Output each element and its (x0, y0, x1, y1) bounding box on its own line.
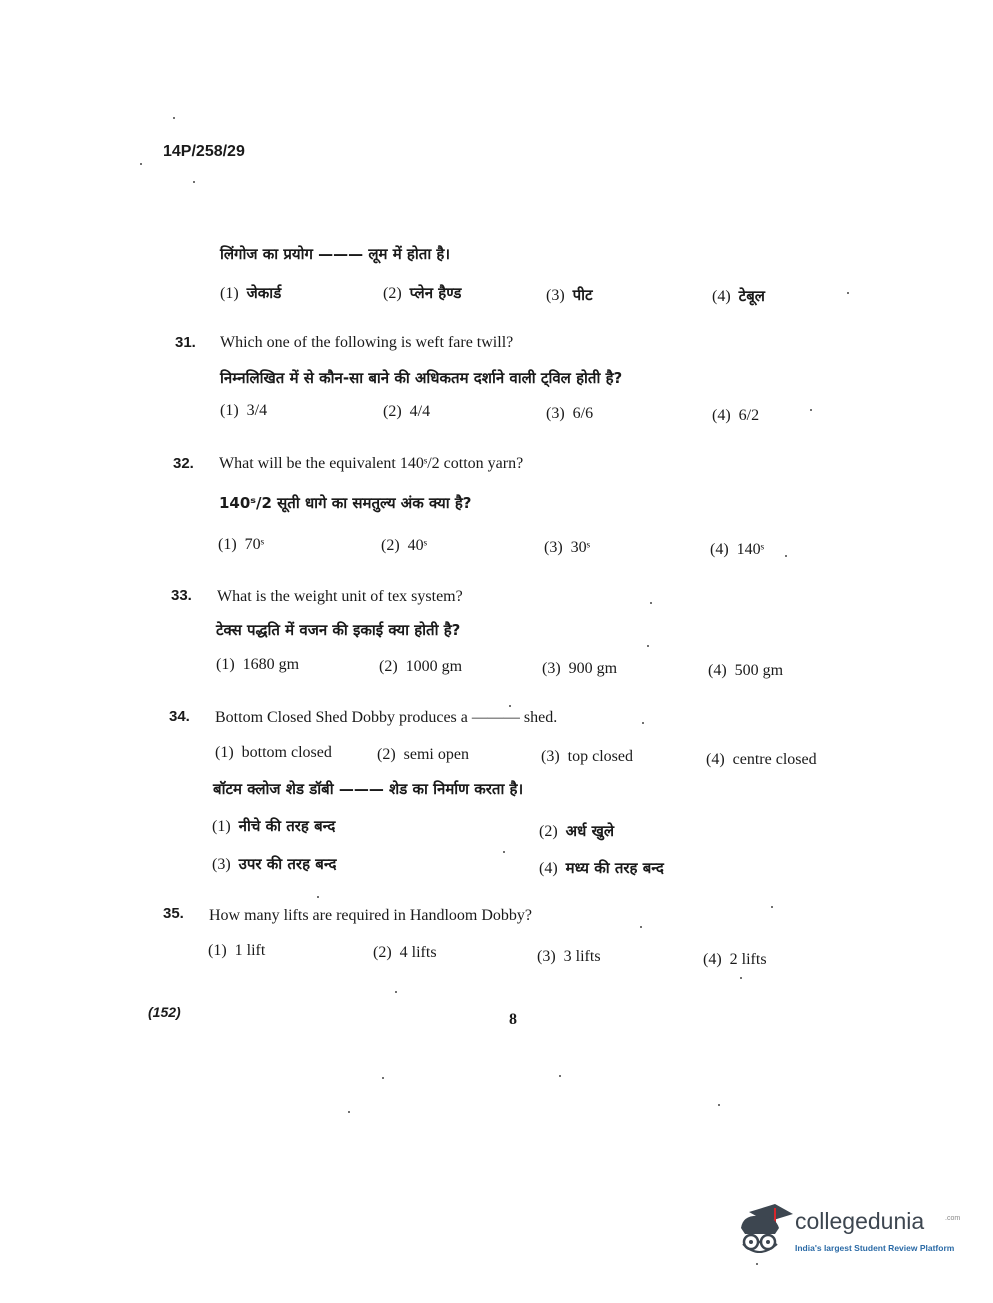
logo-tagline: India's largest Student Review Platform (795, 1243, 955, 1253)
q33-option-1: (1) 1680 gm (216, 656, 300, 673)
mascot-icon (735, 1198, 795, 1258)
scan-speck (847, 292, 849, 294)
collegedunia-logo (735, 1198, 960, 1258)
q32-option-3: (3) 30ˢ (544, 539, 591, 556)
q34-number: 34. (169, 708, 190, 725)
q30-option-1: (1) जेकार्ड (220, 284, 282, 302)
scan-speck (756, 1263, 758, 1265)
logo-dotcom: .com (945, 1215, 961, 1222)
q32-number: 32. (173, 455, 194, 472)
q34-option-hi-3: (3) उपर की तरह बन्द (212, 855, 337, 873)
scan-speck (785, 555, 787, 557)
scan-speck (559, 1075, 561, 1077)
q33-number: 33. (171, 587, 192, 604)
page-number: 8 (509, 1011, 517, 1028)
q35-option-2: (2) 4 lifts (373, 944, 437, 961)
q31-option-3: (3) 6/6 (546, 405, 594, 422)
q32-option-1: (1) 70ˢ (218, 536, 265, 553)
q35-option-3: (3) 3 lifts (537, 948, 601, 965)
scan-speck (650, 602, 652, 604)
q30-option-4: (4) टेबूल (712, 287, 765, 305)
scan-speck (503, 851, 505, 853)
q31-hindi: निम्नलिखित में से कौन-सा बाने की अधिकतम दर्शाने वाली ट्विल होती है? (220, 369, 623, 387)
q33-option-3: (3) 900 gm (542, 660, 618, 677)
logo-brand: collegedunia (795, 1208, 925, 1234)
scan-speck (640, 926, 642, 928)
q30-hindi: लिंगोज का प्रयोग ——— लूम में होता है। (220, 245, 451, 263)
q32-option-4: (4) 140ˢ (710, 541, 765, 558)
q34-option-en-4: (4) centre closed (706, 751, 817, 768)
q35-number: 35. (163, 905, 184, 922)
q34-hindi: बॉटम क्लोज शेड डॉबी ——— शेड का निर्माण करता है। (213, 780, 524, 798)
q31-option-2: (2) 4/4 (383, 403, 431, 420)
q34-option-en-2: (2) semi open (377, 746, 469, 763)
scan-speck (810, 409, 812, 411)
q32-english: What will be the equivalent 140ˢ/2 cotton yarn? (219, 455, 524, 472)
scan-speck (317, 896, 319, 898)
scan-speck (771, 906, 773, 908)
scan-speck (740, 977, 742, 979)
q32-option-2: (2) 40ˢ (381, 537, 428, 554)
q30-option-3: (3) पीट (546, 286, 593, 304)
q33-hindi: टेक्स पद्धति में वजन की इकाई क्या होती है? (216, 621, 461, 639)
q35-option-4: (4) 2 lifts (703, 951, 767, 968)
q33-english: What is the weight unit of tex system? (217, 588, 463, 605)
paper-code: 14P/258/29 (163, 143, 245, 160)
scan-speck (348, 1111, 350, 1113)
q31-english: Which one of the following is weft fare twill? (220, 334, 514, 351)
scan-speck (718, 1104, 720, 1106)
scan-speck (395, 991, 397, 993)
q31-option-4: (4) 6/2 (712, 407, 760, 424)
q34-option-hi-1: (1) नीचे की तरह बन्द (212, 817, 336, 835)
scan-speck (140, 163, 142, 165)
q30-option-2: (2) प्लेन हैण्ड (383, 284, 462, 302)
q34-option-en-1: (1) bottom closed (215, 744, 332, 761)
q31-number: 31. (175, 334, 196, 351)
scan-speck (647, 645, 649, 647)
scan-speck (382, 1077, 384, 1079)
scan-speck (642, 722, 644, 724)
q33-option-2: (2) 1000 gm (379, 658, 463, 675)
q31-option-1: (1) 3/4 (220, 402, 268, 419)
q34-option-en-3: (3) top closed (541, 748, 633, 765)
scan-speck (173, 117, 175, 119)
q34-option-hi-2: (2) अर्ध खुले (539, 822, 615, 840)
footer-code: (152) (148, 1004, 181, 1020)
q35-option-1: (1) 1 lift (208, 942, 266, 959)
scan-speck (509, 705, 511, 707)
q35-english: How many lifts are required in Handloom Dobby? (209, 907, 533, 924)
scan-speck (193, 181, 195, 183)
q32-hindi: 140ˢ/2 सूती धागे का समतुल्य अंक क्या है? (219, 494, 472, 512)
q34-english: Bottom Closed Shed Dobby produces a ——— shed. (215, 709, 558, 726)
q34-option-hi-4: (4) मध्य की तरह बन्द (539, 859, 664, 877)
q33-option-4: (4) 500 gm (708, 662, 784, 679)
